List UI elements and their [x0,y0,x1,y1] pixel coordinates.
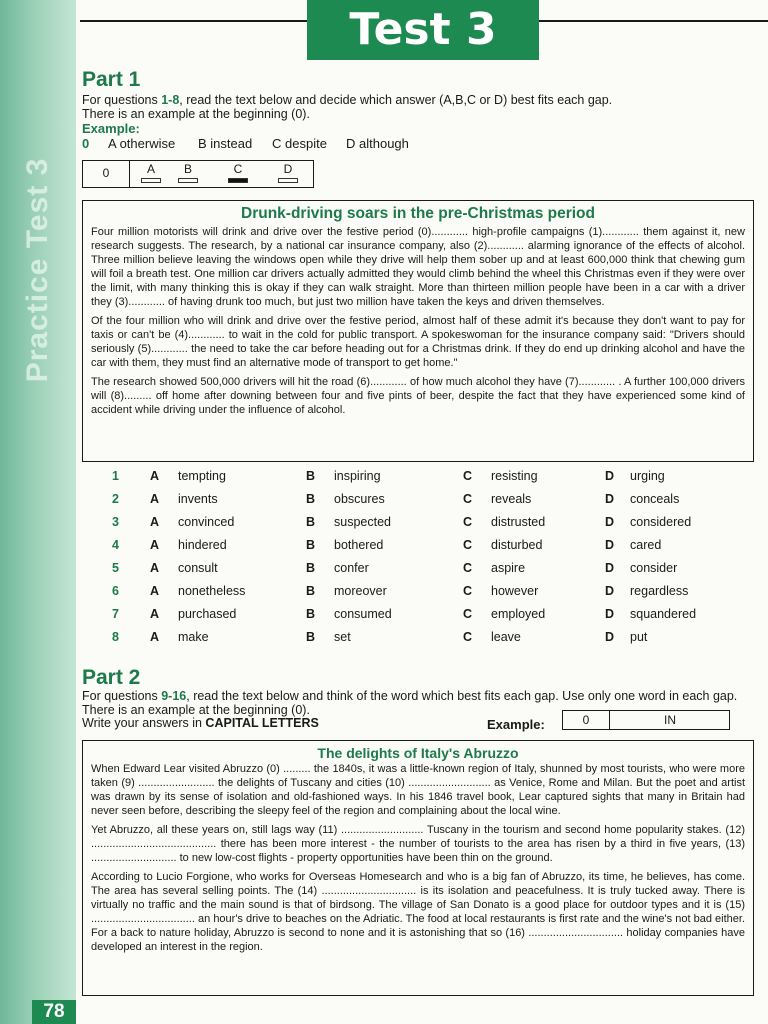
option-a: nonetheless [178,584,246,598]
part1-text-box [82,200,754,462]
letter-a: A [150,492,160,506]
letter-d: D [605,584,615,598]
option-c: resisting [491,469,538,483]
p2-instr-post: , read the text below and think of the word which best fits each gap. Use only one word in each gap. There is an example at the beginning (0). [82,689,738,717]
letter-c: C [463,515,473,529]
letter-c: C [463,492,473,506]
option-num: 6 [112,584,119,598]
part2-heading: Part 2 [82,666,141,689]
example-option-c: C despite [272,136,327,151]
option-row [108,607,748,627]
p1-instr-post: , read the text below and decide which answer (A,B,C or D) best fits each gap. [179,93,613,107]
p2-example-num: 0 [563,711,610,729]
answer-box-num: 0 [83,161,130,187]
option-row [108,469,748,489]
letter-b: B [306,607,316,621]
option-row [108,538,748,558]
example-num: 0 [82,136,90,151]
option-d: regardless [630,584,689,598]
option-c: reveals [491,492,532,506]
letter-b: B [306,630,316,644]
option-num: 5 [112,561,119,575]
option-d: considered [630,515,692,529]
letter-b: B [306,584,316,598]
option-b: consumed [334,607,392,621]
option-b: suspected [334,515,391,529]
example-option-a: A otherwise [108,136,176,151]
option-c: employed [491,607,546,621]
option-num: 8 [112,630,119,644]
part2-paragraph: Yet Abruzzo, all these years on, still lags way (11) ........................... Tuscany in the tourism and second home popularity stakes. (12) ......................................... there has been more interest - the number of tourists to the area has risen by a third in five years, (13) ............................ to new low-cost flights - property opportunities have been thin on the ground. [91,824,745,864]
letter-c: C [463,561,473,575]
option-d: cared [630,538,662,552]
letter-c: C [463,607,473,621]
part1-heading: Part 1 [82,68,141,91]
option-num: 4 [112,538,119,552]
answer-bar-d [278,178,298,183]
p2-example-box [562,710,730,730]
part1-paragraph: The research showed 500,000 drivers will hit the road (6)............ of how much alcohol they have (7)............ . A further 100,000 drivers will (8)......... off home after downing between four and five pints of beer, despite the fact that they have experienced some kind of accident while driving under the influence of alcohol. [91,376,745,416]
letter-d: D [605,469,615,483]
part1-paragraph: Four million motorists will drink and drive over the festive period (0)............ high-profile campaigns (1)............ them against it, new research suggests. The research, by a national car insurance company, also (2)............ alarming ignorance of the effects of alcohol. Three million believe leaving the windows open while they drive will help them sober up and at least 600,000 think that chewing gum will foil a breath test. One million car drivers actually admitted they would climb behind the wheel this Christmas even if they were over the limit, with many thinking this is okay if they can walk straight. More than thirteen million people have been in a car with a driver they (3)............ of having drunk too much, but just two million have taken the keys and driven themselves. [91,226,745,308]
option-d: consider [630,561,678,575]
option-b: inspiring [334,469,381,483]
option-row [108,561,748,581]
option-c: aspire [491,561,526,575]
option-b: confer [334,561,369,575]
p1-instr-line2: There is an example at the beginning (0). [82,106,310,121]
letter-b: B [306,492,316,506]
option-a: tempting [178,469,226,483]
letter-d: D [605,515,615,529]
sidebar [0,0,76,1024]
option-num: 3 [112,515,119,529]
letter-c: C [463,584,473,598]
page-number: 78 [32,1000,76,1024]
p1-instr-range: 1-8 [161,93,180,107]
letter-b: B [306,469,316,483]
letter-b: B [306,538,316,552]
p2-instr-range: 9-16 [161,689,187,703]
option-a: purchased [178,607,237,621]
p2-instr-caps: CAPITAL LETTERS [205,716,319,730]
letter-d: D [605,607,615,621]
letter-d: D [605,630,615,644]
letter-b: B [306,561,316,575]
option-a: hindered [178,538,227,552]
part1-text-title: Drunk-driving soars in the pre-Christmas period [241,205,595,222]
option-c: disturbed [491,538,543,552]
part2-text-title: The delights of Italy's Abruzzo [317,745,519,761]
test-title: Test 3 [307,0,539,60]
option-b: moreover [334,584,387,598]
option-row [108,492,748,512]
letter-a: A [150,515,160,529]
part2-text-box [82,740,754,996]
option-d: conceals [630,492,680,506]
option-a: make [178,630,209,644]
letter-d: D [605,538,615,552]
part1-instructions [82,94,742,121]
option-row [108,630,748,650]
answer-bar-b [178,178,198,183]
option-d: put [630,630,648,644]
letter-a: A [150,630,160,644]
option-row [108,515,748,535]
option-c: distrusted [491,515,546,529]
answer-box-letter-a: A [146,162,155,176]
example-label: Example: [82,121,140,136]
example-option-d: D although [346,136,409,151]
p1-instr-pre: For questions [82,93,162,107]
letter-c: C [463,538,473,552]
answer-box-letter-b: B [183,162,192,176]
p1-answer-box [82,160,314,188]
letter-c: C [463,630,473,644]
answer-bar-a [141,178,161,183]
option-d: urging [630,469,665,483]
option-b: set [334,630,351,644]
p1-example-options [82,136,682,151]
letter-a: A [150,538,160,552]
letter-c: C [463,469,473,483]
option-num: 1 [112,469,119,483]
example-option-b: B instead [198,136,253,151]
option-b: obscures [334,492,385,506]
p2-example-label: Example: [487,717,545,732]
p2-instr-line3-pre: Write your answers in [82,716,206,730]
option-a: consult [178,561,218,575]
option-b: bothered [334,538,384,552]
option-d: squandered [630,607,697,621]
p1-example-label [82,121,140,136]
option-num: 7 [112,607,119,621]
letter-a: A [150,561,160,575]
part2-paragraph: According to Lucio Forgione, who works for Overseas Homesearch and who is a big fan of Abruzzo, its time, he believes, has come. The area has several selling points. The (14) ............................... is its isolation and peacefulness. It is truly tucked away. There is virtually no traffic and the main sound is that of birdsong. The village of San Donato is a good place for outdoor types and it is (15) .................................. an hour's drive to beaches on the Adriatic. The food at local restaurants is first rate and the wine's not bad either. For a back to nature holiday, Abruzzo is second to none and it is astonishing that so (16) ............................... holiday companies have developed an interest in the region. [91,871,745,953]
letter-a: A [150,584,160,598]
letter-d: D [605,561,615,575]
option-num: 2 [112,492,119,506]
letter-b: B [306,515,316,529]
answer-bar-c-selected [228,178,248,183]
answer-box-letter-d: D [283,162,293,176]
option-row [108,584,748,604]
p2-example-answer: IN [664,713,676,727]
letter-a: A [150,469,160,483]
part1-paragraph: Of the four million who will drink and drive over the festive period, almost half of these admit it's because they don't want to pay for taxis or can't be (4)............ to wait in the cold for public transport. A spokeswoman for the insurance company said: "Drivers should seriously (5)............ the need to take the car before heading out for a Christmas drink. If they do end up drinking alcohol and have the car with them, they must find an alternative mode of transport to get home." [91,315,745,369]
side-label: Practice Test 3 [21,157,54,383]
option-c: leave [491,630,521,644]
part2-paragraph: When Edward Lear visited Abruzzo (0) ......... the 1840s, it was a little-known region of Italy, shunned by most tourists, who were more taken (9) ......................... the delights of Tuscany and cities (10) ........................... as Venice, Rome and Milan. But the poet and artist was drawn by its sense of isolation and old-fashioned ways. In his 1846 travel book, Lear captured sights that many in Britain had never seen before, describing the sleepy feel of the region and complaining about the local wine. [91,763,745,817]
option-a: convinced [178,515,235,529]
answer-box-letter-c: C [233,162,243,176]
letter-d: D [605,492,615,506]
letter-a: A [150,607,160,621]
p2-instr-pre: For questions [82,689,162,703]
option-a: invents [178,492,218,506]
option-c: however [491,584,539,598]
